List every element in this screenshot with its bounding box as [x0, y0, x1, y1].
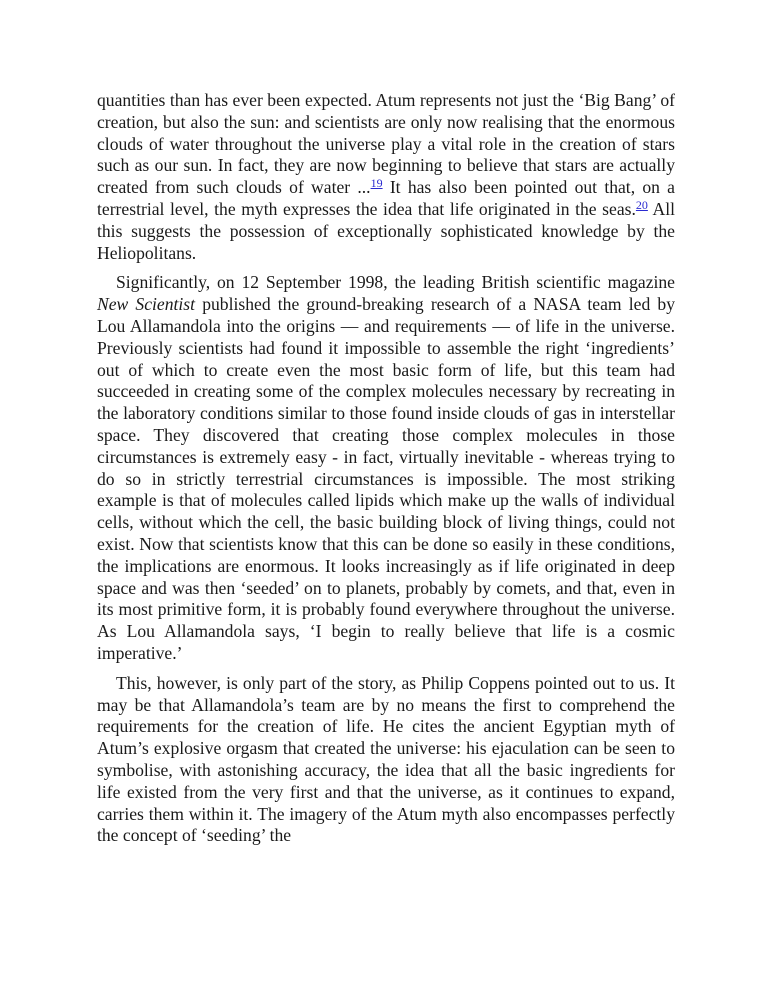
paragraph-3-text: This, however, is only part of the story, as Philip Coppens pointed out to us. It may be that Allamandola’s team are by no means the first to comprehend the requirements for the creation of life. He cites the ancient Egyptian myth of Atum’s explosive orgasm that created the universe: his ejaculation can be seen to symbolise, with astonishing accuracy, the idea that all the basic ingredients for life existed from the very first and that the universe, as it continues to expand, carries them within it. The imagery of the Atum myth also encompasses perfectly the concept of ‘seeding’ the	[97, 672, 675, 846]
paragraph-2	[97, 272, 675, 664]
paragraph-2-text-b: published the ground-breaking research of a NASA team led by Lou Allamandola into the origins — and requirements — of life in the universe. Previously scientists had found it impossible to assemble the right ‘ingredients’ out of which to create even the most basic form of life, but this team had succeeded in creating some of the complex molecules necessary by recreating in the laboratory conditions similar to those found inside clouds of gas in interstellar space. They discovered that creating those complex molecules in those circumstances is extremely easy - in fact, virtually inevitable - whereas trying to do so in strictly terrestrial circumstances is impossible. The most striking example is that of molecules called lipids which make up the walls of individual cells, without which the cell, the basic building block of living things, could not exist. Now that scientists know that this can be done so easily in these conditions, the implications are enormous. It looks increasingly as if life originated in deep space and was then ‘seeded’ on to planets, probably by comets, and that, even in its most primitive form, it is probably found everywhere throughout the universe. As Lou Allamandola says, ‘I begin to really believe that life is a cosmic imperative.’	[97, 294, 675, 663]
paragraph-1-text-c: All this suggests the possession of exceptionally sophisticated knowledge by the Heliopolitans.	[97, 198, 675, 263]
paragraph-2-text-a: Significantly, on 12 September 1998, the leading British scientific magazine	[116, 272, 675, 293]
magazine-title: New Scientist	[97, 294, 196, 315]
paragraph-1	[97, 90, 675, 264]
paragraph-3	[97, 673, 675, 847]
page-body	[97, 90, 675, 855]
paragraph-1-text-a: quantities than has ever been expected. Atum represents not just the ‘Big Bang’ of creation, but also the sun: and scientists are only now realising that the enormous clouds of water throughout the universe play a vital role in the creation of stars such as our sun. In fact, they are now beginning to believe that stars are actually created from such clouds of water ...	[97, 90, 675, 198]
footnote-link-20[interactable]: 20	[635, 197, 648, 212]
paragraph-1-text-b: It has also been pointed out that, on a terrestrial level, the myth expresses the idea that life originated in the seas.	[97, 177, 675, 219]
footnote-link-19[interactable]: 19	[370, 176, 383, 191]
